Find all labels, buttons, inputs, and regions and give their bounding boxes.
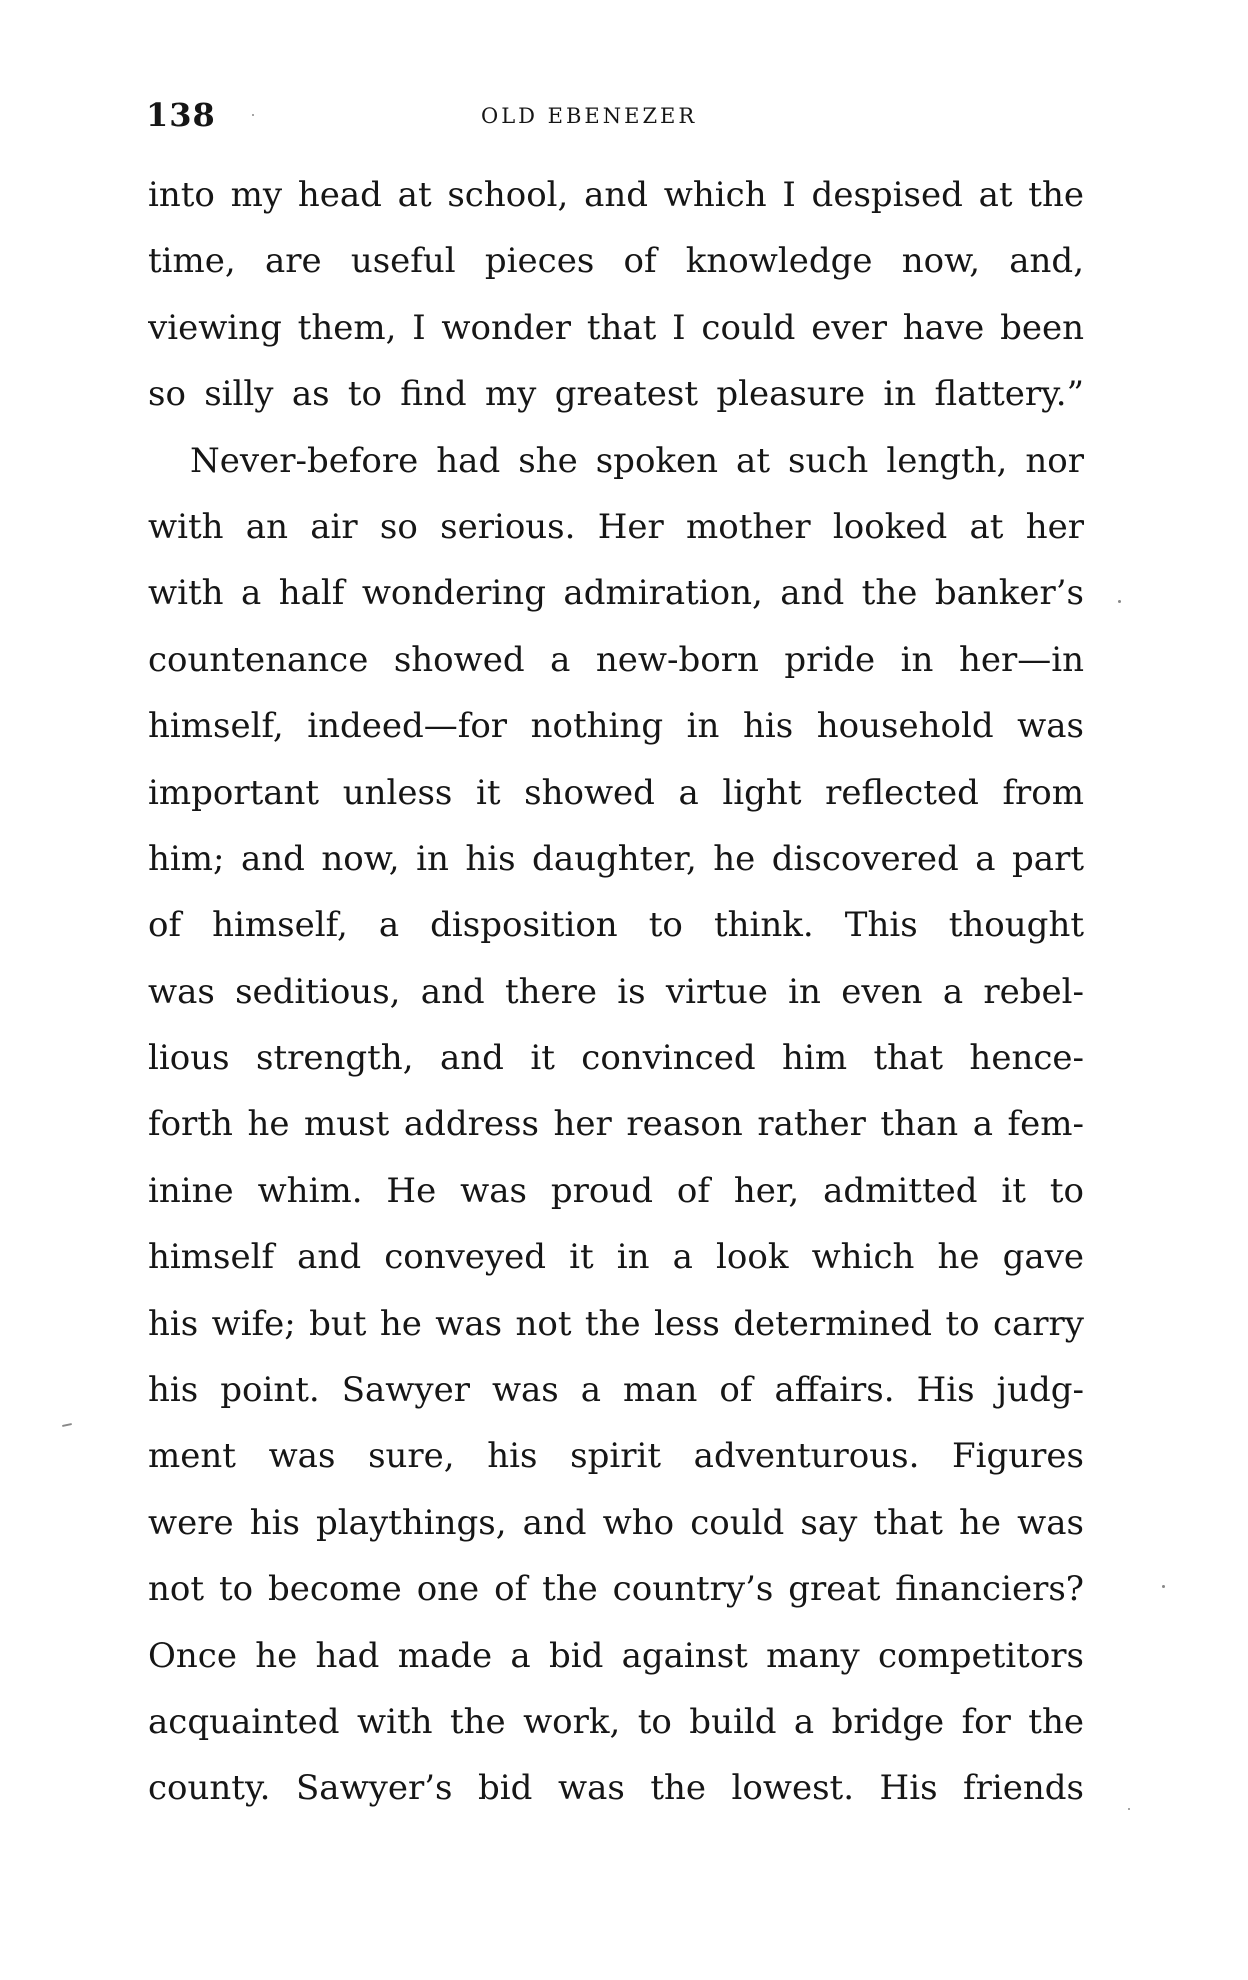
text-line: him; and now, in his daughter, he discovered a part (148, 838, 1084, 879)
text-line: viewing them, I wonder that I could ever have been (148, 307, 1084, 348)
scan-speck (62, 1423, 72, 1427)
text-line: time, are useful pieces of knowledge now, and, (148, 241, 1084, 282)
text-line: ment was sure, his spirit adventurous. Figures (148, 1436, 1084, 1477)
scan-speck (1162, 1585, 1165, 1588)
text-line: his point. Sawyer was a man of affairs. His judg- (148, 1370, 1084, 1411)
text-line: himself, indeed—for nothing in his household was (148, 706, 1084, 747)
text-line: acquainted with the work, to build a bridge for the (148, 1701, 1084, 1742)
running-head: OLD EBENEZER (481, 104, 698, 128)
text-line: countenance showed a new-born pride in her—in (148, 639, 1084, 680)
text-line: were his playthings, and who could say that he was (148, 1502, 1084, 1543)
text-line: his wife; but he was not the less determined to carry (148, 1303, 1084, 1344)
scan-speck (252, 114, 254, 116)
text-line: not to become one of the country’s great financiers? (148, 1569, 1084, 1610)
text-line: so silly as to find my greatest pleasure in flattery.” (148, 374, 1084, 415)
text-line: into my head at school, and which I despised at the (148, 175, 1084, 215)
body-text (148, 162, 1084, 1822)
text-line: himself and conveyed it in a look which he gave (148, 1237, 1084, 1278)
text-line: county. Sawyer’s bid was the lowest. His friends (148, 1768, 1084, 1809)
text-line: was seditious, and there is virtue in even a rebel- (148, 971, 1084, 1012)
text-line: important unless it showed a light reflected from (148, 772, 1084, 813)
scan-speck (1118, 600, 1121, 603)
paragraph-first-line: Never-before had she spoken at such length, nor (190, 440, 1084, 481)
scan-speck (1128, 1808, 1130, 1810)
text-line: Once he had made a bid against many competitors (148, 1635, 1084, 1676)
text-line: lious strength, and it convinced him that hence- (148, 1038, 1084, 1079)
text-line: with a half wondering admiration, and the banker’s (148, 573, 1084, 614)
text-line: forth he must address her reason rather than a fem- (148, 1104, 1084, 1145)
page-header (146, 95, 1086, 135)
text-line: with an air so serious. Her mother looked at her (148, 506, 1084, 547)
text-line: inine whim. He was proud of her, admitted it to (148, 1170, 1084, 1211)
page-number: 138 (146, 96, 216, 134)
text-line: of himself, a disposition to think. This thought (148, 905, 1084, 946)
